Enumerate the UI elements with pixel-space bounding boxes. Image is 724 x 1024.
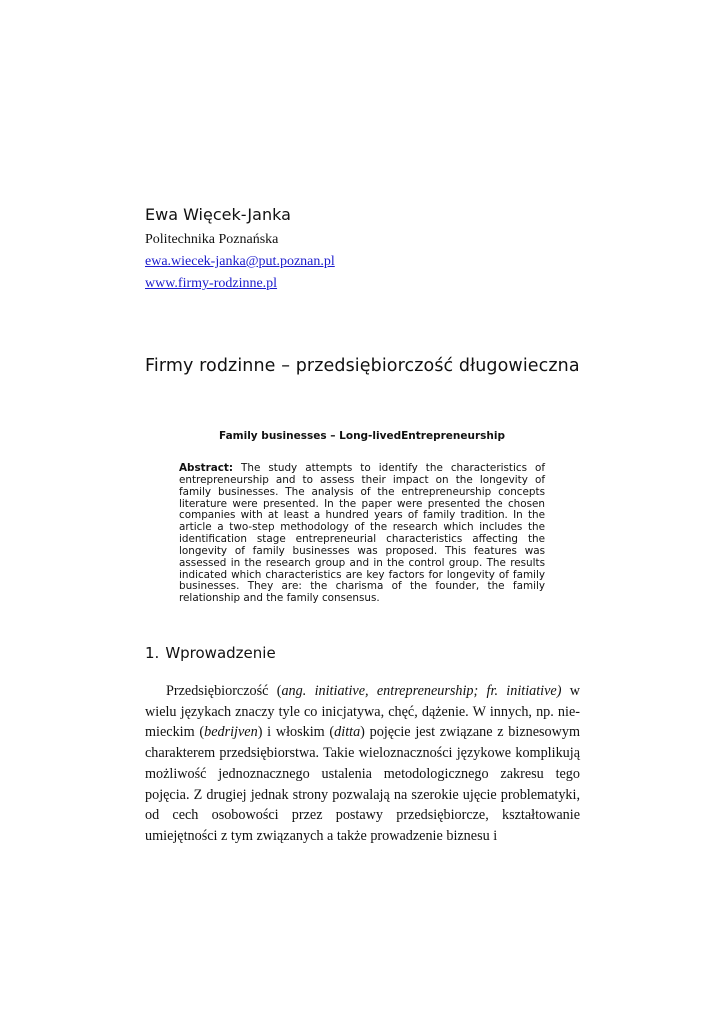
- body-italic-term: ditta: [334, 724, 361, 741]
- section-number: 1.: [145, 644, 160, 662]
- author-block: [145, 204, 335, 295]
- body-italic-term: bedrijven: [204, 724, 258, 741]
- english-title: Family businesses – Long-livedEntrepreneurship: [219, 430, 505, 442]
- author-email-link[interactable]: ewa.wiecek-janka@put.poznan.pl: [145, 254, 335, 269]
- section-title: Wprowadzenie: [165, 644, 276, 662]
- body-text-part: ) pojęcie jest związane z biznesowym charakterem przedsiębiorstwa. Takie wieloznaczności językowe komplikują możliwość jednoznacznego ustalenia metodologicznego zakresu tego pojęcia. Z drugiej jednak strony pozwalają na szerokie ujęcie problematyki, od cech osobowości przez postawy przedsiębiorcze, kształtowanie umiejętności z tym związanych a także prowadzenie biznesu i: [145, 724, 581, 844]
- body-text-part: ) i włoskim (: [257, 724, 335, 741]
- author-affiliation: Politechnika Poznańska: [145, 232, 279, 247]
- abstract: [179, 463, 545, 605]
- author-website-link[interactable]: www.firmy-rodzinne.pl: [145, 276, 278, 291]
- abstract-label: Abstract:: [179, 462, 234, 474]
- author-name: Ewa Więcek-Janka: [145, 205, 291, 224]
- abstract-text: The study attempts to identify the characteristics of entrepreneurship and to assess their impact on the longevity of family businesses. The analysis of the entrepreneurship concepts literature were presented. In the paper were presented the chosen companies with at least a hundred years of family tradition. In the article a two-step methodology of the research which includes the identification stage entrepreneurial characteristics affecting the longevity of family businesses was proposed. This features was assessed in the research group and in the control group. The results indicated which characteristics are key factors for longevity of family businesses. They are: the charisma of the founder, the family relationship and the family consensus.: [179, 462, 545, 605]
- body-paragraph: [145, 681, 580, 847]
- body-italic-term: ang. initiative, entrepreneurship; fr. initiative): [281, 683, 562, 699]
- section-heading: [145, 644, 276, 662]
- body-text-part: w wielu językach znaczy tyle co inicjatywa, chęć, dążenie. W innych, np. niemieckim (: [145, 683, 580, 741]
- paper-title: Firmy rodzinne – przedsiębiorczość długowieczna: [145, 356, 580, 376]
- body-text-part: Przedsiębiorczość (: [166, 683, 282, 699]
